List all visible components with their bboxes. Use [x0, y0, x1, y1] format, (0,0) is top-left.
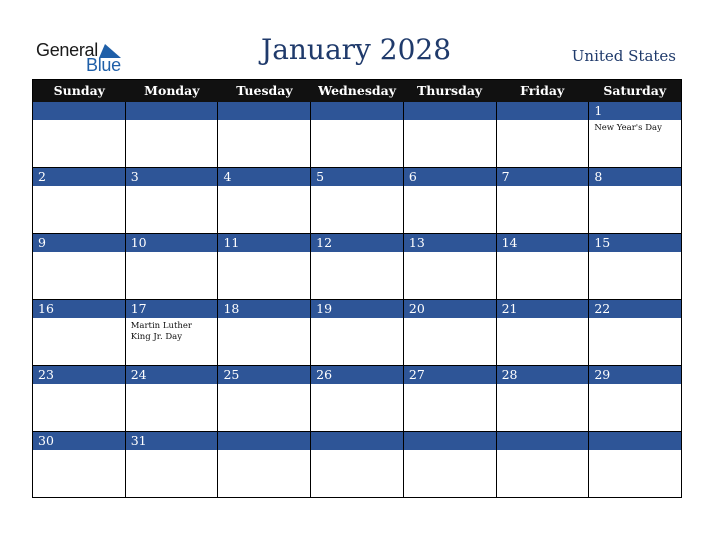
day-number: 21 [501, 301, 518, 316]
day-number: 23 [38, 367, 54, 382]
day-cell[interactable] [126, 102, 219, 167]
day-cell[interactable] [497, 102, 590, 167]
day-cell[interactable] [404, 300, 497, 365]
day-number: 24 [130, 367, 147, 382]
day-cell[interactable] [33, 432, 126, 497]
day-number-band [404, 168, 496, 186]
day-cell[interactable] [404, 432, 497, 497]
day-number-band [589, 168, 681, 186]
day-cell[interactable] [589, 102, 681, 167]
day-cell[interactable] [589, 168, 681, 233]
day-number-band [218, 168, 310, 186]
day-number-band [311, 168, 403, 186]
day-number-band [589, 432, 681, 450]
day-number: 31 [130, 433, 147, 448]
weekday-monday: Monday [144, 83, 200, 98]
day-number: 2 [38, 169, 46, 184]
day-number-band [589, 102, 681, 120]
day-cell[interactable] [33, 168, 126, 233]
holiday-label: New Year's Day [594, 123, 662, 133]
day-number-band [126, 168, 218, 186]
brand-word-blue: Blue [86, 55, 121, 75]
day-number: 6 [408, 169, 417, 184]
day-cell[interactable] [589, 432, 681, 497]
weekday-wednesday: Wednesday [318, 83, 396, 98]
day-number: 13 [408, 235, 425, 250]
day-cell[interactable] [589, 366, 681, 431]
day-cell[interactable] [33, 366, 126, 431]
weekday-thursday: Thursday [416, 83, 483, 98]
day-cell[interactable] [311, 432, 404, 497]
day-number: 19 [316, 301, 333, 316]
day-cell[interactable] [126, 300, 219, 365]
day-cell[interactable] [218, 168, 311, 233]
day-number: 1 [594, 103, 603, 118]
day-number-band [33, 102, 125, 120]
calendar-week [33, 299, 681, 365]
day-cell[interactable] [126, 234, 219, 299]
weekday-saturday: Saturday [603, 83, 667, 98]
weekday-header [33, 80, 681, 102]
day-number: 29 [594, 367, 611, 382]
day-number-band [126, 102, 218, 120]
day-number: 22 [594, 301, 611, 316]
day-number-band [218, 432, 310, 450]
day-number: 7 [501, 169, 510, 184]
day-cell[interactable] [311, 234, 404, 299]
day-number: 18 [223, 301, 240, 316]
day-number-band [33, 168, 125, 186]
day-number: 16 [38, 301, 54, 316]
day-cell[interactable] [497, 366, 590, 431]
brand-word-general: General [36, 40, 98, 60]
day-cell[interactable] [404, 234, 497, 299]
day-number: 26 [316, 367, 333, 382]
day-number: 5 [316, 169, 325, 184]
day-cell[interactable] [497, 234, 590, 299]
day-number: 12 [316, 235, 333, 250]
day-number: 11 [223, 235, 240, 250]
day-cell[interactable] [126, 366, 219, 431]
calendar-week [33, 167, 681, 233]
day-number: 15 [594, 235, 611, 250]
day-number-band [497, 168, 589, 186]
day-cell[interactable] [218, 432, 311, 497]
calendar-week [33, 365, 681, 431]
day-number-band [497, 102, 589, 120]
day-number-band [404, 432, 496, 450]
holiday-label: Martin Luther King Jr. Day [130, 321, 192, 342]
day-number: 9 [38, 235, 46, 250]
calendar-week [33, 233, 681, 299]
day-cell[interactable] [218, 234, 311, 299]
day-number: 14 [501, 235, 518, 250]
day-number-band [33, 234, 125, 252]
day-number: 20 [408, 301, 425, 316]
day-cell[interactable] [311, 300, 404, 365]
day-number-band [404, 102, 496, 120]
country-label: United States [571, 47, 676, 65]
day-cell[interactable] [589, 234, 681, 299]
day-number: 28 [501, 367, 518, 382]
day-cell[interactable] [497, 432, 590, 497]
day-cell[interactable] [218, 300, 311, 365]
day-cell[interactable] [33, 300, 126, 365]
day-number: 8 [594, 169, 603, 184]
day-number: 4 [223, 169, 232, 184]
day-cell[interactable] [218, 102, 311, 167]
calendar-grid [32, 79, 682, 498]
day-number: 3 [130, 169, 139, 184]
day-cell[interactable] [33, 102, 126, 167]
day-cell[interactable] [404, 168, 497, 233]
weekday-tuesday: Tuesday [236, 83, 293, 98]
page-title: January 2028 [260, 33, 452, 66]
day-number-band [311, 432, 403, 450]
day-cell[interactable] [589, 300, 681, 365]
day-cell[interactable] [311, 168, 404, 233]
calendar-week [33, 102, 681, 167]
day-number-band [311, 102, 403, 120]
day-cell[interactable] [497, 168, 590, 233]
day-cell[interactable] [404, 366, 497, 431]
day-cell[interactable] [126, 432, 219, 497]
calendar-weeks [33, 102, 681, 497]
day-number: 10 [130, 235, 147, 250]
day-number: 30 [38, 433, 54, 448]
day-number: 27 [408, 367, 425, 382]
day-cell[interactable] [497, 300, 590, 365]
day-cell[interactable] [311, 366, 404, 431]
day-cell[interactable] [126, 168, 219, 233]
weekday-sunday: Sunday [53, 83, 105, 98]
day-number-band [218, 102, 310, 120]
day-cell[interactable] [33, 234, 126, 299]
day-number-band [497, 432, 589, 450]
calendar-week [33, 431, 681, 497]
day-cell[interactable] [218, 366, 311, 431]
day-number: 25 [223, 367, 240, 382]
day-cell[interactable] [404, 102, 497, 167]
day-number: 17 [130, 301, 147, 316]
day-cell[interactable] [311, 102, 404, 167]
weekday-friday: Friday [520, 83, 565, 98]
